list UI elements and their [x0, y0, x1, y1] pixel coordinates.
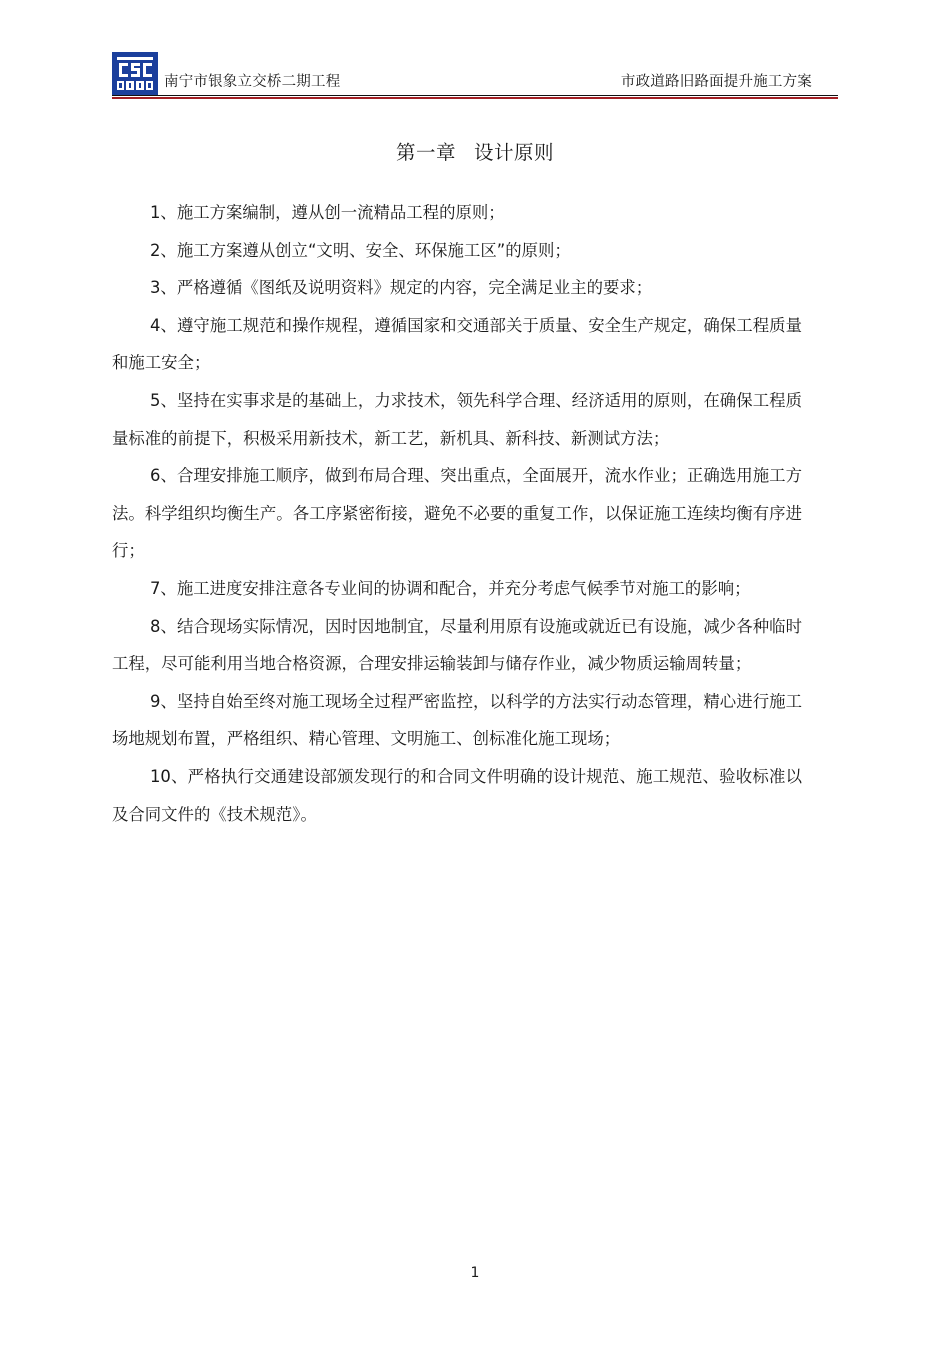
principle-item-10: 10、严格执行交通建设部颁发现行的和合同文件明确的设计规范、施工规范、验收标准以及合同文件的《技术规范》。 [112, 766, 802, 824]
principle-item-1: 1、施工方案编制，遵从创一流精品工程的原则； [150, 203, 505, 222]
principle-item-7: 7、施工进度安排注意各专业间的协调和配合，并充分考虑气候季节对施工的影响； [150, 578, 751, 598]
page-number: 1 [470, 1265, 480, 1281]
document-name: 市政道路旧路面提升施工方案 [620, 74, 812, 90]
chapter-number: 第一章 [395, 141, 456, 164]
principle-item-8: 8、结合现场实际情况，因时因地制宜，尽量利用原有设施或就近已有设施，减少各种临时工程，尽可能利用当地合格资源，合理安排运输装卸与储存作业，减少物质运输周转量； [112, 616, 802, 674]
page-header [112, 52, 838, 98]
document-body [112, 194, 802, 833]
header-rule-red [112, 97, 838, 99]
header-rule-black [112, 95, 838, 96]
chapter-title [0, 137, 950, 165]
principle-item-4: 4、遵守施工规范和操作规程，遵循国家和交通部关于质量、安全生产规定，确保工程质量和施工安全； [112, 315, 802, 373]
principle-item-2: 2、施工方案遵从创立“文明、安全、环保施工区”的原则； [150, 240, 571, 260]
principle-item-9: 9、坚持自始至终对施工现场全过程严密监控，以科学的方法实行动态管理，精心进行施工场地规划布置，严格组织、精心管理、文明施工、创标准化施工现场； [112, 691, 802, 749]
principle-item-3: 3、严格遵循《图纸及说明资料》规定的内容，完全满足业主的要求； [150, 278, 653, 298]
company-logo [112, 52, 158, 95]
project-name: 南宁市银象立交桥二期工程 [164, 74, 341, 90]
chapter-heading: 设计原则 [474, 141, 555, 164]
principle-item-6: 6、合理安排施工顺序，做到布局合理、突出重点，全面展开，流水作业；正确选用施工方法。科学组织均衡生产。各工序紧密衔接，避免不必要的重复工作，以保证施工连续均衡有序进行； [112, 466, 802, 561]
principle-item-5: 5、坚持在实事求是的基础上，力求技术，领先科学合理、经济适用的原则，在确保工程质量标准的前提下，积极采用新技术，新工艺，新机具、新科技、新测试方法； [112, 390, 802, 448]
cscec-logo-icon [112, 52, 158, 95]
